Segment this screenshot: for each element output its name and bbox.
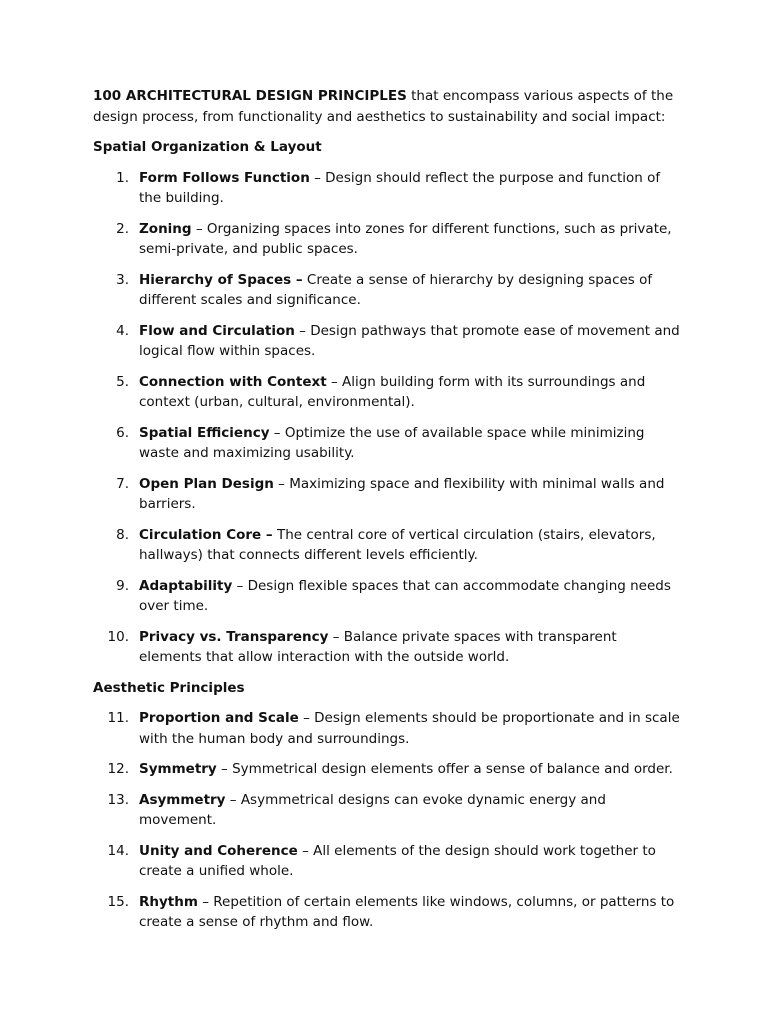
item-description: – Maximizing space and flexibility with minimal walls and barriers. xyxy=(139,475,665,512)
item-number: 2. xyxy=(116,220,129,237)
item-term: Asymmetry xyxy=(139,791,226,808)
list-item xyxy=(93,168,680,209)
item-term: Rhythm xyxy=(139,893,198,910)
list-item xyxy=(93,321,680,362)
item-number: 15. xyxy=(107,893,129,910)
item-description: – Align building form with its surroundings and context (urban, cultural, environmental). xyxy=(139,373,646,410)
intro-text: that encompass various aspects of the design process, from functionality and aesthetics to sustainability and social impact: xyxy=(93,88,674,125)
item-number: 1. xyxy=(116,169,129,186)
item-description: – Balance private spaces with transparent elements that allow interaction with the outside world. xyxy=(139,628,617,665)
item-number: 5. xyxy=(116,373,129,390)
item-description: The central core of vertical circulation (stairs, elevators, hallways) that connects different levels efficiently. xyxy=(139,526,656,563)
list-item xyxy=(93,627,680,668)
list-item xyxy=(93,474,680,515)
item-term: Circulation Core – xyxy=(139,526,273,543)
item-number: 12. xyxy=(107,761,129,777)
list-item xyxy=(93,841,680,882)
item-term: Symmetry xyxy=(139,761,217,777)
intro-paragraph xyxy=(93,86,680,127)
list-item xyxy=(93,708,680,749)
intro-title: 100 ARCHITECTURAL DESIGN PRINCIPLES xyxy=(93,88,407,104)
list-item xyxy=(93,790,680,831)
item-number: 14. xyxy=(107,842,129,859)
item-term: Privacy vs. Transparency xyxy=(139,628,329,645)
item-term: Unity and Coherence xyxy=(139,842,298,859)
item-term: Form Follows Function xyxy=(139,169,310,186)
section-spatial-organization xyxy=(93,137,680,668)
item-description: – Design elements should be proportionate and in scale with the human body and surroundings. xyxy=(139,710,680,747)
list-item xyxy=(93,892,680,933)
item-number: 7. xyxy=(116,475,129,492)
item-description: – Symmetrical design elements offer a sense of balance and order. xyxy=(216,761,673,777)
item-number: 13. xyxy=(107,791,129,808)
section-aesthetic-principles xyxy=(93,678,680,933)
item-description: Create a sense of hierarchy by designing spaces of different scales and significance. xyxy=(139,271,653,308)
item-description: – Repetition of certain elements like windows, columns, or patterns to create a sense of rhythm and flow. xyxy=(139,893,675,930)
list-item xyxy=(93,576,680,617)
list-item xyxy=(93,759,680,780)
item-term: Proportion and Scale xyxy=(139,710,299,726)
item-number: 4. xyxy=(116,322,129,339)
item-term: Spatial Efficiency xyxy=(139,424,270,441)
list-item xyxy=(93,219,680,260)
list-item xyxy=(93,423,680,464)
list-item xyxy=(93,525,680,566)
item-description: – Asymmetrical designs can evoke dynamic energy and movement. xyxy=(139,791,606,828)
principle-list xyxy=(93,168,680,668)
item-number: 8. xyxy=(116,526,129,543)
item-description: – Design pathways that promote ease of movement and logical flow within spaces. xyxy=(139,322,680,359)
item-description: – Optimize the use of available space while minimizing waste and maximizing usability. xyxy=(139,424,645,461)
item-number: 11. xyxy=(107,710,129,726)
list-item xyxy=(93,372,680,413)
item-term: Zoning xyxy=(139,220,192,237)
item-description: – All elements of the design should work together to create a unified whole. xyxy=(139,842,656,879)
item-number: 9. xyxy=(116,577,129,594)
item-description: – Design flexible spaces that can accommodate changing needs over time. xyxy=(139,577,671,614)
section-heading: Spatial Organization & Layout xyxy=(93,139,322,155)
item-description: – Organizing spaces into zones for different functions, such as private, semi-private, and public spaces. xyxy=(139,220,672,257)
item-description: – Design should reflect the purpose and function of the building. xyxy=(139,169,661,206)
section-heading: Aesthetic Principles xyxy=(93,679,245,696)
item-number: 10. xyxy=(107,628,129,645)
list-item xyxy=(93,270,680,311)
item-term: Open Plan Design xyxy=(139,475,274,492)
item-number: 3. xyxy=(116,271,129,288)
item-term: Connection with Context xyxy=(139,373,327,390)
item-term: Hierarchy of Spaces – xyxy=(139,271,303,288)
principle-list xyxy=(93,708,680,933)
item-term: Adaptability xyxy=(139,577,233,594)
item-term: Flow and Circulation xyxy=(139,322,295,339)
item-number: 6. xyxy=(116,424,129,441)
